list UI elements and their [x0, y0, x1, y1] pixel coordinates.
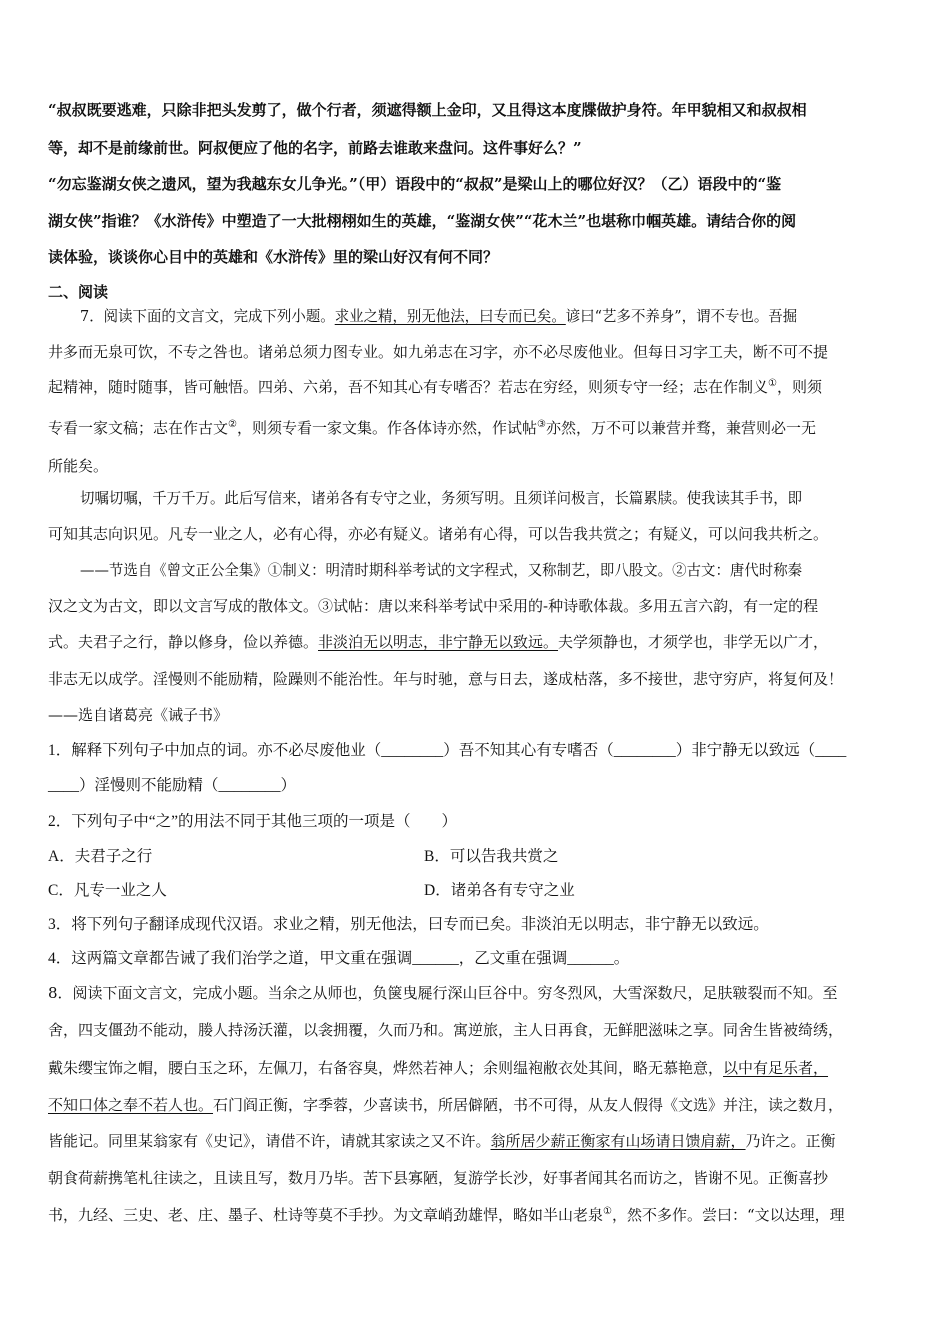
q7-passage-line-10: 式。夫君子之行，静以修身，俭以养德。非淡泊无以明志，非宁静无以致远。夫学须静也，才须学也，非学无以广才，: [48, 633, 829, 651]
footnote-mark-2: ②: [228, 419, 237, 430]
q7-passage-line-7: 可知其志向识见。凡专一业之人，必有心得，亦必有疑义。诸弟有心得，可以告我共赏之；有疑义，可以问我共析之。: [48, 525, 829, 543]
footnote-mark-3: ③: [537, 419, 546, 430]
q7-source-note-line-2: 汉之文为古文，即以文言写成的散体文。③试帖：唐以来科举考试中采用的-种诗歌体裁。多用五言六韵，有一定的程: [48, 597, 819, 615]
q8-passage-line-5: 皆能记。同里某翁家有《史记》，请借不许，请就其家读之又不许。翁所居少薪正衡家有山场请日馈肩薪，乃许之。正衡: [48, 1132, 836, 1150]
option-a: A．夫君子之行: [48, 848, 153, 865]
footnote-mark-1: ①: [768, 378, 777, 389]
q7-passage-line-11: 非志无以成学。淫慢则不能励精，险躁则不能治性。年与时驰，意与日去，遂成枯落，多不接世，悲守穷庐，将复何及！: [48, 670, 844, 688]
q7-passage-line-6: 切嘱切嘱，千万千万。此后写信来，诸弟各有专守之业，务须写明。且须详问极言，长篇累牍。使我读其手书，即: [80, 489, 803, 507]
q7-passage-line-5: 所能矣。: [48, 457, 109, 475]
question-4: 4．这两篇文章都告诫了我们治学之道，甲文重在强调______，乙文重在强调______。: [48, 950, 630, 967]
q8-passage-line-1: 8．阅读下面文言文，完成小题。当余之从师也，负箧曳屣行深山巨谷中。穷冬烈风，大雪深数尺，足肤皲裂而不知。至: [48, 984, 838, 1002]
option-b: B．可以告我共赏之: [424, 848, 559, 865]
question-2-options-row-1: [48, 846, 908, 868]
option-c: C．凡专一业之人: [48, 882, 167, 899]
q8-passage-line-4: 不知口体之奉不若人也。石门阎正衡，字季蓉，少喜读书，所居僻陋，书不可得，从友人假得《文选》并注，读之数月，: [48, 1096, 844, 1114]
q7-passage-line-1: 7．阅读下面的文言文，完成下列小题。求业之精，别无他法，曰专而已矣。谚曰“艺多不养身”，谓不专也。吾掘: [80, 307, 798, 325]
prev-question-line-1: “勿忘鉴湖女侠之遗风，望为我越东女儿争光。”（甲）语段中的“叔叔”是梁山上的哪位好汉？（乙）语段中的“鉴: [48, 175, 782, 193]
q8-passage-line-7: 书，九经、三史、老、庄、墨子、杜诗等莫不手抄。为文章峭劲雄悍，略如半山老泉①，然不多作。尝曰：“文以达理，理: [48, 1206, 845, 1224]
question-1-line-2: ____）淫慢则不能励精（________）: [48, 777, 297, 794]
q7-source-note-line-1: ——节选自《曾文正公全集》①制义：明清时期科举考试的文字程式，又称制艺，即八股文。②古文：唐代时称秦: [80, 561, 803, 579]
option-d: D．诸弟各有专守之业: [424, 882, 575, 899]
q8-underlined-sentence-2: 翁所居少薪正衡家有山场请日馈肩薪，: [490, 1132, 746, 1150]
q7-passage-line-4: 专看一家文稿；志在作古文②，则须专看一家文集。作各体诗亦然，作试帖③亦然，万不可以兼营并骛，兼营则必一无: [48, 419, 816, 437]
prev-quote-line-2: 等，却不是前缘前世。阿叔便应了他的名字，前路去谁敢来盘问。这件事好么？”: [48, 139, 582, 157]
q8-passage-line-3: 戴朱缨宝饰之帽，腰白玉之环，左佩刀，右备容臭，烨然若神人；余则缊袍敝衣处其间，略无慕艳意，以中有足乐者，: [48, 1059, 829, 1077]
prev-question-line-2: 湖女侠”指谁？《水浒传》中塑造了一大批栩栩如生的英雄，“鉴湖女侠”“花木兰”也堪称巾帼英雄。请结合你的阅: [48, 212, 797, 230]
question-1-line-1: 1．解释下列句子中加点的词。亦不必尽废他业（________）吾不知其心有专嗜否（________）非宁静无以致远（____: [48, 742, 847, 759]
q7-underlined-sentence-2: 非淡泊无以明志，非宁静无以致远。: [318, 633, 559, 651]
question-2: 2．下列句子中“之”的用法不同于其他三项的一项是（ ）: [48, 813, 458, 830]
q8-underlined-sentence-1a: 以中有足乐者，: [723, 1059, 829, 1077]
q7-source-line: ——选自诸葛亮《诫子书》: [48, 706, 229, 724]
prev-question-line-3: 读体验，谈谈你心目中的英雄和《水浒传》里的梁山好汉有何不同？: [48, 248, 499, 266]
q7-underlined-sentence-1: 求业之精，别无他法，曰专而已矣。: [334, 307, 566, 325]
q8-underlined-sentence-1b: 不知口体之奉不若人也。: [48, 1096, 214, 1114]
question-2-options-row-2: [48, 880, 908, 902]
section-title: 二、阅读: [48, 283, 109, 301]
q8-passage-line-2: 舍，四支僵劲不能动，媵人持汤沃灌，以衾拥覆，久而乃和。寓逆旅，主人日再食，无鲜肥滋味之享。同舍生皆被绮绣，: [48, 1021, 844, 1039]
q8-passage-line-6: 朝食荷薪携笔札往读之，且读且写，数月乃毕。苦下县寡陋，复游学长沙，好事者闻其名而访之，皆谢不见。正衡喜抄: [48, 1169, 829, 1187]
q7-passage-line-3: 起精神，随时随事，皆可触悟。四弟、六弟，吾不知其心有专嗜否？若志在穷经，则须专守一经；志在作制义①，则须: [48, 378, 822, 396]
q7-passage-line-2: 井多而无泉可饮，不专之咎也。诸弟总须力图专业。如九弟志在习字，亦不必尽废他业。但每日习字工夫，断不可不提: [48, 343, 829, 361]
prev-quote-line-1: “叔叔既要逃难，只除非把头发剪了，做个行者，须遮得额上金印，又且得这本度牒做护身符。年甲貌相又和叔叔相: [48, 101, 807, 119]
footnote-mark-q8-1: ①: [603, 1206, 612, 1217]
question-3: 3．将下列句子翻译成现代汉语。求业之精，别无他法，曰专而已矣。非淡泊无以明志，非宁静无以致远。: [48, 916, 769, 933]
